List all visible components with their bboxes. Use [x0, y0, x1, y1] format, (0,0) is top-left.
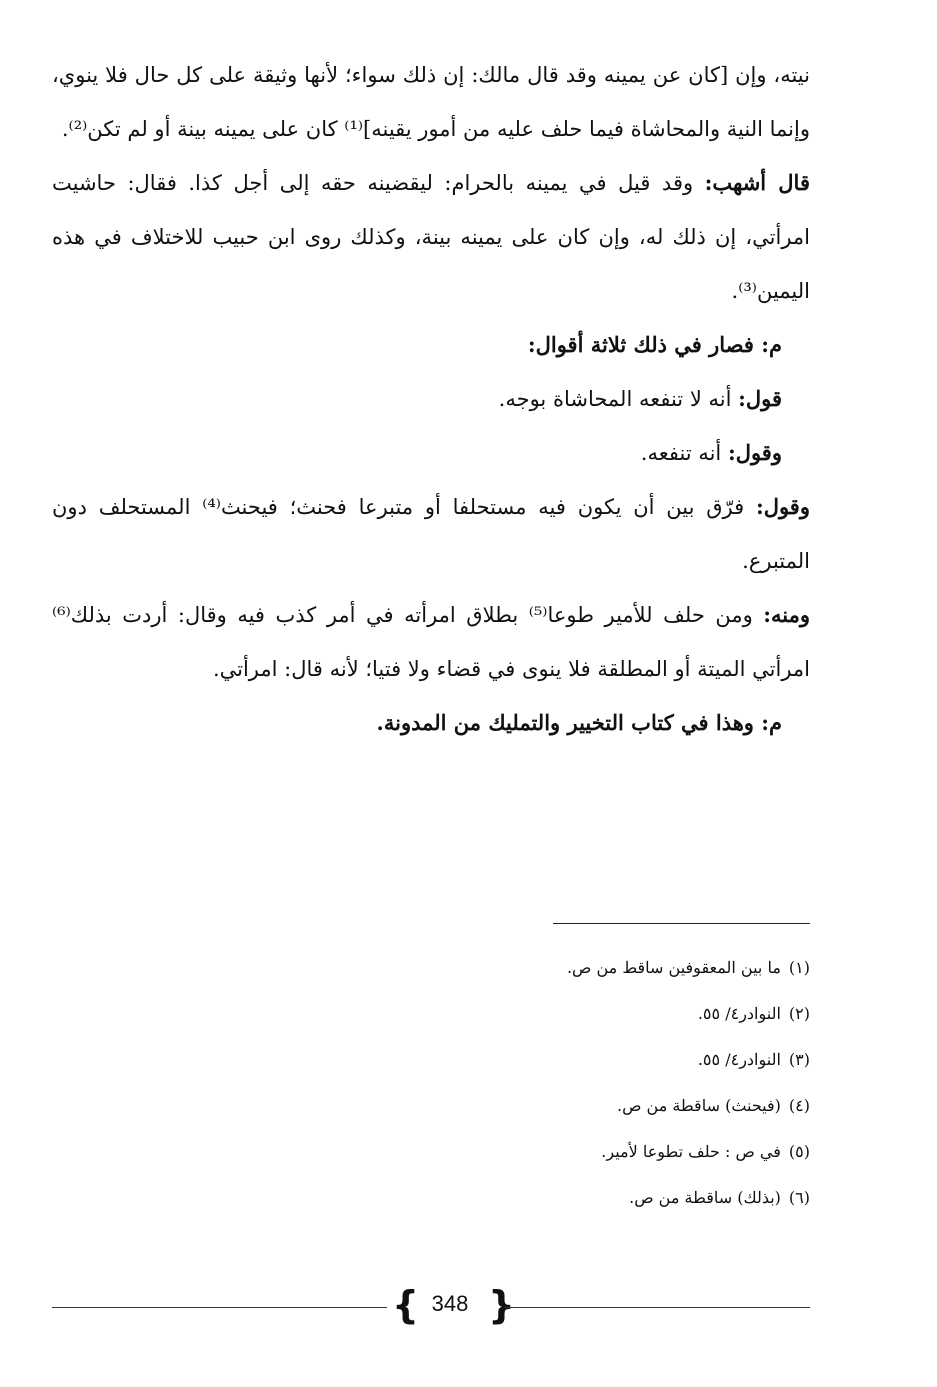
paragraph-5-text: أنه تنفعه.	[640, 441, 728, 465]
footnote-1-number: (١)	[788, 958, 810, 977]
footnote-5	[52, 1129, 810, 1175]
page-footer	[52, 1285, 810, 1329]
paragraph-1	[52, 48, 810, 156]
footer-rule-left	[52, 1307, 387, 1308]
footnote-2-number: (٢)	[788, 1004, 810, 1023]
footnote-6	[52, 1175, 810, 1221]
paragraph-5	[52, 426, 810, 480]
paragraph-2-lead: قال أشهب:	[704, 170, 810, 195]
footnote-divider	[553, 923, 810, 924]
paragraph-4-text: أنه لا تنفعه المحاشاة بوجه.	[498, 387, 739, 411]
footnote-3	[52, 1037, 810, 1083]
footnote-3-number: (٣)	[788, 1050, 810, 1069]
paragraph-7	[52, 588, 810, 696]
footnotes	[52, 945, 810, 1221]
footnote-2-text: النوادر٤/ ٥٥.	[697, 1004, 781, 1023]
paragraph-2	[52, 156, 810, 318]
paragraph-2-text: وقد قيل في يمينه بالحرام: ليقضينه حقه إلى أجل كذا. فقال: حاشيت امرأتي، إن ذلك له، وإن كان على يمينه بينة، وكذلك روى ابن حبيب للاختلاف في هذه اليمين⁽³⁾.	[52, 171, 810, 303]
footer-rule-right	[505, 1307, 810, 1308]
footnote-6-text: (بذلك) ساقطة من ص.	[629, 1188, 781, 1207]
footnote-4-text: (فيحنث) ساقطة من ص.	[617, 1096, 781, 1115]
page-number: 348	[431, 1291, 469, 1316]
paragraph-6-lead: وقول:	[755, 494, 810, 519]
paragraph-6	[52, 480, 810, 588]
paragraph-3	[52, 318, 810, 372]
footnote-2	[52, 991, 810, 1037]
footnote-4	[52, 1083, 810, 1129]
footnote-3-text: النوادر٤/ ٥٥.	[697, 1050, 781, 1069]
footnote-5-number: (٥)	[788, 1142, 810, 1161]
paragraph-8	[52, 696, 810, 750]
paragraph-3-lead: م: فصار في ذلك ثلاثة أقوال:	[527, 332, 782, 357]
paragraph-8-lead: م: وهذا في كتاب التخيير والتمليك من المدونة.	[376, 710, 782, 735]
paragraph-6-text: فرّق بين أن يكون فيه مستحلفا أو متبرعا فحنث؛ فيحنث⁽⁴⁾ المستحلف دون المتبرع.	[52, 495, 810, 573]
left-bracket-ornament: {	[392, 1283, 420, 1327]
footnote-5-text: في ص : حلف تطوعا لأمير.	[601, 1142, 781, 1161]
right-bracket-ornament: }	[488, 1283, 516, 1327]
paragraph-1-text: نيته، وإن [كان عن يمينه وقد قال مالك: إن ذلك سواء؛ لأنها وثيقة على كل حال فلا ينوي، وإنما النية والمحاشاة فيما حلف عليه من أمور يقينه]⁽¹⁾ كان على يمينه بينة أو لم تكن⁽²⁾.	[52, 63, 810, 141]
paragraph-4	[52, 372, 810, 426]
paragraph-5-lead: وقول:	[727, 440, 782, 465]
paragraph-7-text: ومن حلف للأمير طوعا⁽⁵⁾ بطلاق امرأته في أمر كذب فيه وقال: أردت بذلك⁽⁶⁾ امرأتي الميتة أو المطلقة فلا ينوى في قضاء ولا فتيا؛ لأنه قال: امرأتي.	[52, 603, 810, 681]
footnote-1	[52, 945, 810, 991]
paragraph-7-lead: ومنه:	[763, 602, 810, 627]
paragraph-4-lead: قول:	[738, 386, 782, 411]
footnote-4-number: (٤)	[788, 1096, 810, 1115]
footnote-1-text: ما بين المعقوفين ساقط من ص.	[566, 958, 781, 977]
main-text	[52, 48, 810, 750]
footnote-6-number: (٦)	[788, 1188, 810, 1207]
